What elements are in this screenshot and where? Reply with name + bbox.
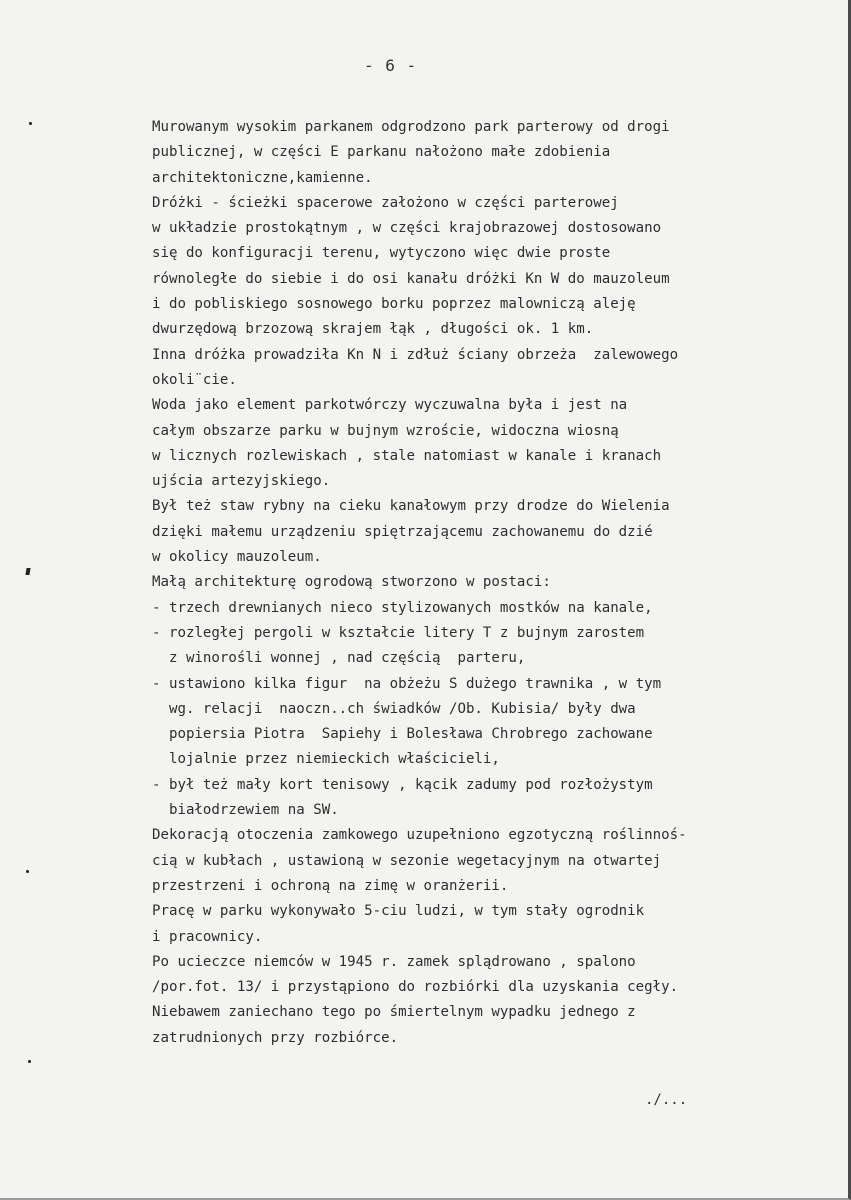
text-line: cią w kubłach , ustawioną w sezonie wegetacyjnym na otwartej (152, 852, 662, 869)
text-line: ujścia artezyjskiego. (152, 473, 331, 490)
text-line: - rozległej pergoli w kształcie litery T z bujnym zarostem (152, 624, 645, 641)
text-line: i do pobliskiego sosnowego borku poprzez malowniczą aleję (152, 296, 636, 313)
text-line: równoległe do siebie i do osi kanału dróżki Kn W do mauzoleum (152, 270, 670, 287)
margin-dot-top (29, 122, 32, 125)
margin-dot-middle (26, 870, 29, 873)
text-line: zatrudnionych przy rozbiórce. (152, 1029, 399, 1046)
text-line: Pracę w parku wykonywało 5-ciu ludzi, w tym stały ogrodnik (152, 903, 645, 920)
text-line: Po ucieczce niemców w 1945 r. zamek splądrowano , spalono (152, 953, 636, 970)
continuation-mark: ./... (645, 1092, 688, 1108)
text-line: Niebawem zaniechano tego po śmiertelnym wypadku jednego z (152, 1004, 636, 1021)
margin-tick (25, 568, 30, 575)
text-line: - trzech drewnianych nieco stylizowanych mostków na kanale, (152, 599, 653, 616)
text-line: w okolicy mauzoleum. (152, 549, 322, 566)
text-line: dzięki małemu urządzeniu spiętrzającemu zachowanemu do dzié (152, 523, 653, 540)
text-line: dwurzędową brzozową skrajem łąk , długości ok. 1 km. (152, 321, 594, 338)
text-line: - ustawiono kilka figur na obżeżu S dużego trawnika , w tym (152, 675, 662, 692)
text-line: Był też staw rybny na cieku kanałowym przy drodze do Wielenia (152, 498, 670, 515)
text-line: przestrzeni i ochroną na zimę w oranżerii. (152, 877, 509, 894)
text-line: Inna dróżka prowadziła Kn N i zdłuż ściany obrzeża zalewowego (152, 346, 679, 363)
text-line: okoli¨cie. (152, 371, 237, 388)
text-line: Murowanym wysokim parkanem odgrodzono park parterowy od drogi (152, 119, 670, 135)
text-line: całym obszarze parku w bujnym wzroście, widoczna wiosną (152, 422, 619, 439)
text-line: i pracownicy. (152, 928, 263, 945)
page-number: - 6 - (364, 56, 418, 75)
text-line: Dróżki - ścieżki spacerowe założono w części parterowej (152, 194, 619, 211)
text-line: Dekoracją otoczenia zamkowego uzupełniono egzotyczną roślinnoś- (152, 827, 687, 844)
text-line: Małą architekturę ogrodową stworzono w postaci: (152, 574, 551, 591)
text-line: /por.fot. 13/ i przystąpiono do rozbiórki dla uzyskania cegły. (152, 979, 679, 996)
body-text (152, 115, 822, 1051)
text-line: w układzie prostokątnym , w części krajobrazowej dostosowano (152, 220, 662, 237)
text-line: architektoniczne,kamienne. (152, 169, 373, 186)
text-line: Woda jako element parkotwórczy wyczuwalna była i jest na (152, 397, 628, 414)
text-line: białodrzewiem na SW. (152, 802, 339, 819)
text-line: w licznych rozlewiskach , stale natomiast w kanale i kranach (152, 447, 662, 464)
margin-dot-bottom (28, 1060, 31, 1063)
text-line: lojalnie przez niemieckich właścicieli, (152, 751, 500, 768)
text-line: publicznej, w części E parkanu nałożono małe zdobienia (152, 144, 611, 161)
text-line: się do konfiguracji terenu, wytyczono więc dwie proste (152, 245, 611, 262)
text-line: - był też mały kort tenisowy , kącik zadumy pod rozłożystym (152, 776, 653, 793)
text-line: z winorośli wonnej , nad częścią parteru, (152, 650, 526, 667)
text-line: popiersia Piotra Sapiehy i Bolesława Chrobrego zachowane (152, 726, 653, 743)
text-line: wg. relacji naoczn..ch świadków /Ob. Kubisia/ były dwa (152, 700, 636, 717)
